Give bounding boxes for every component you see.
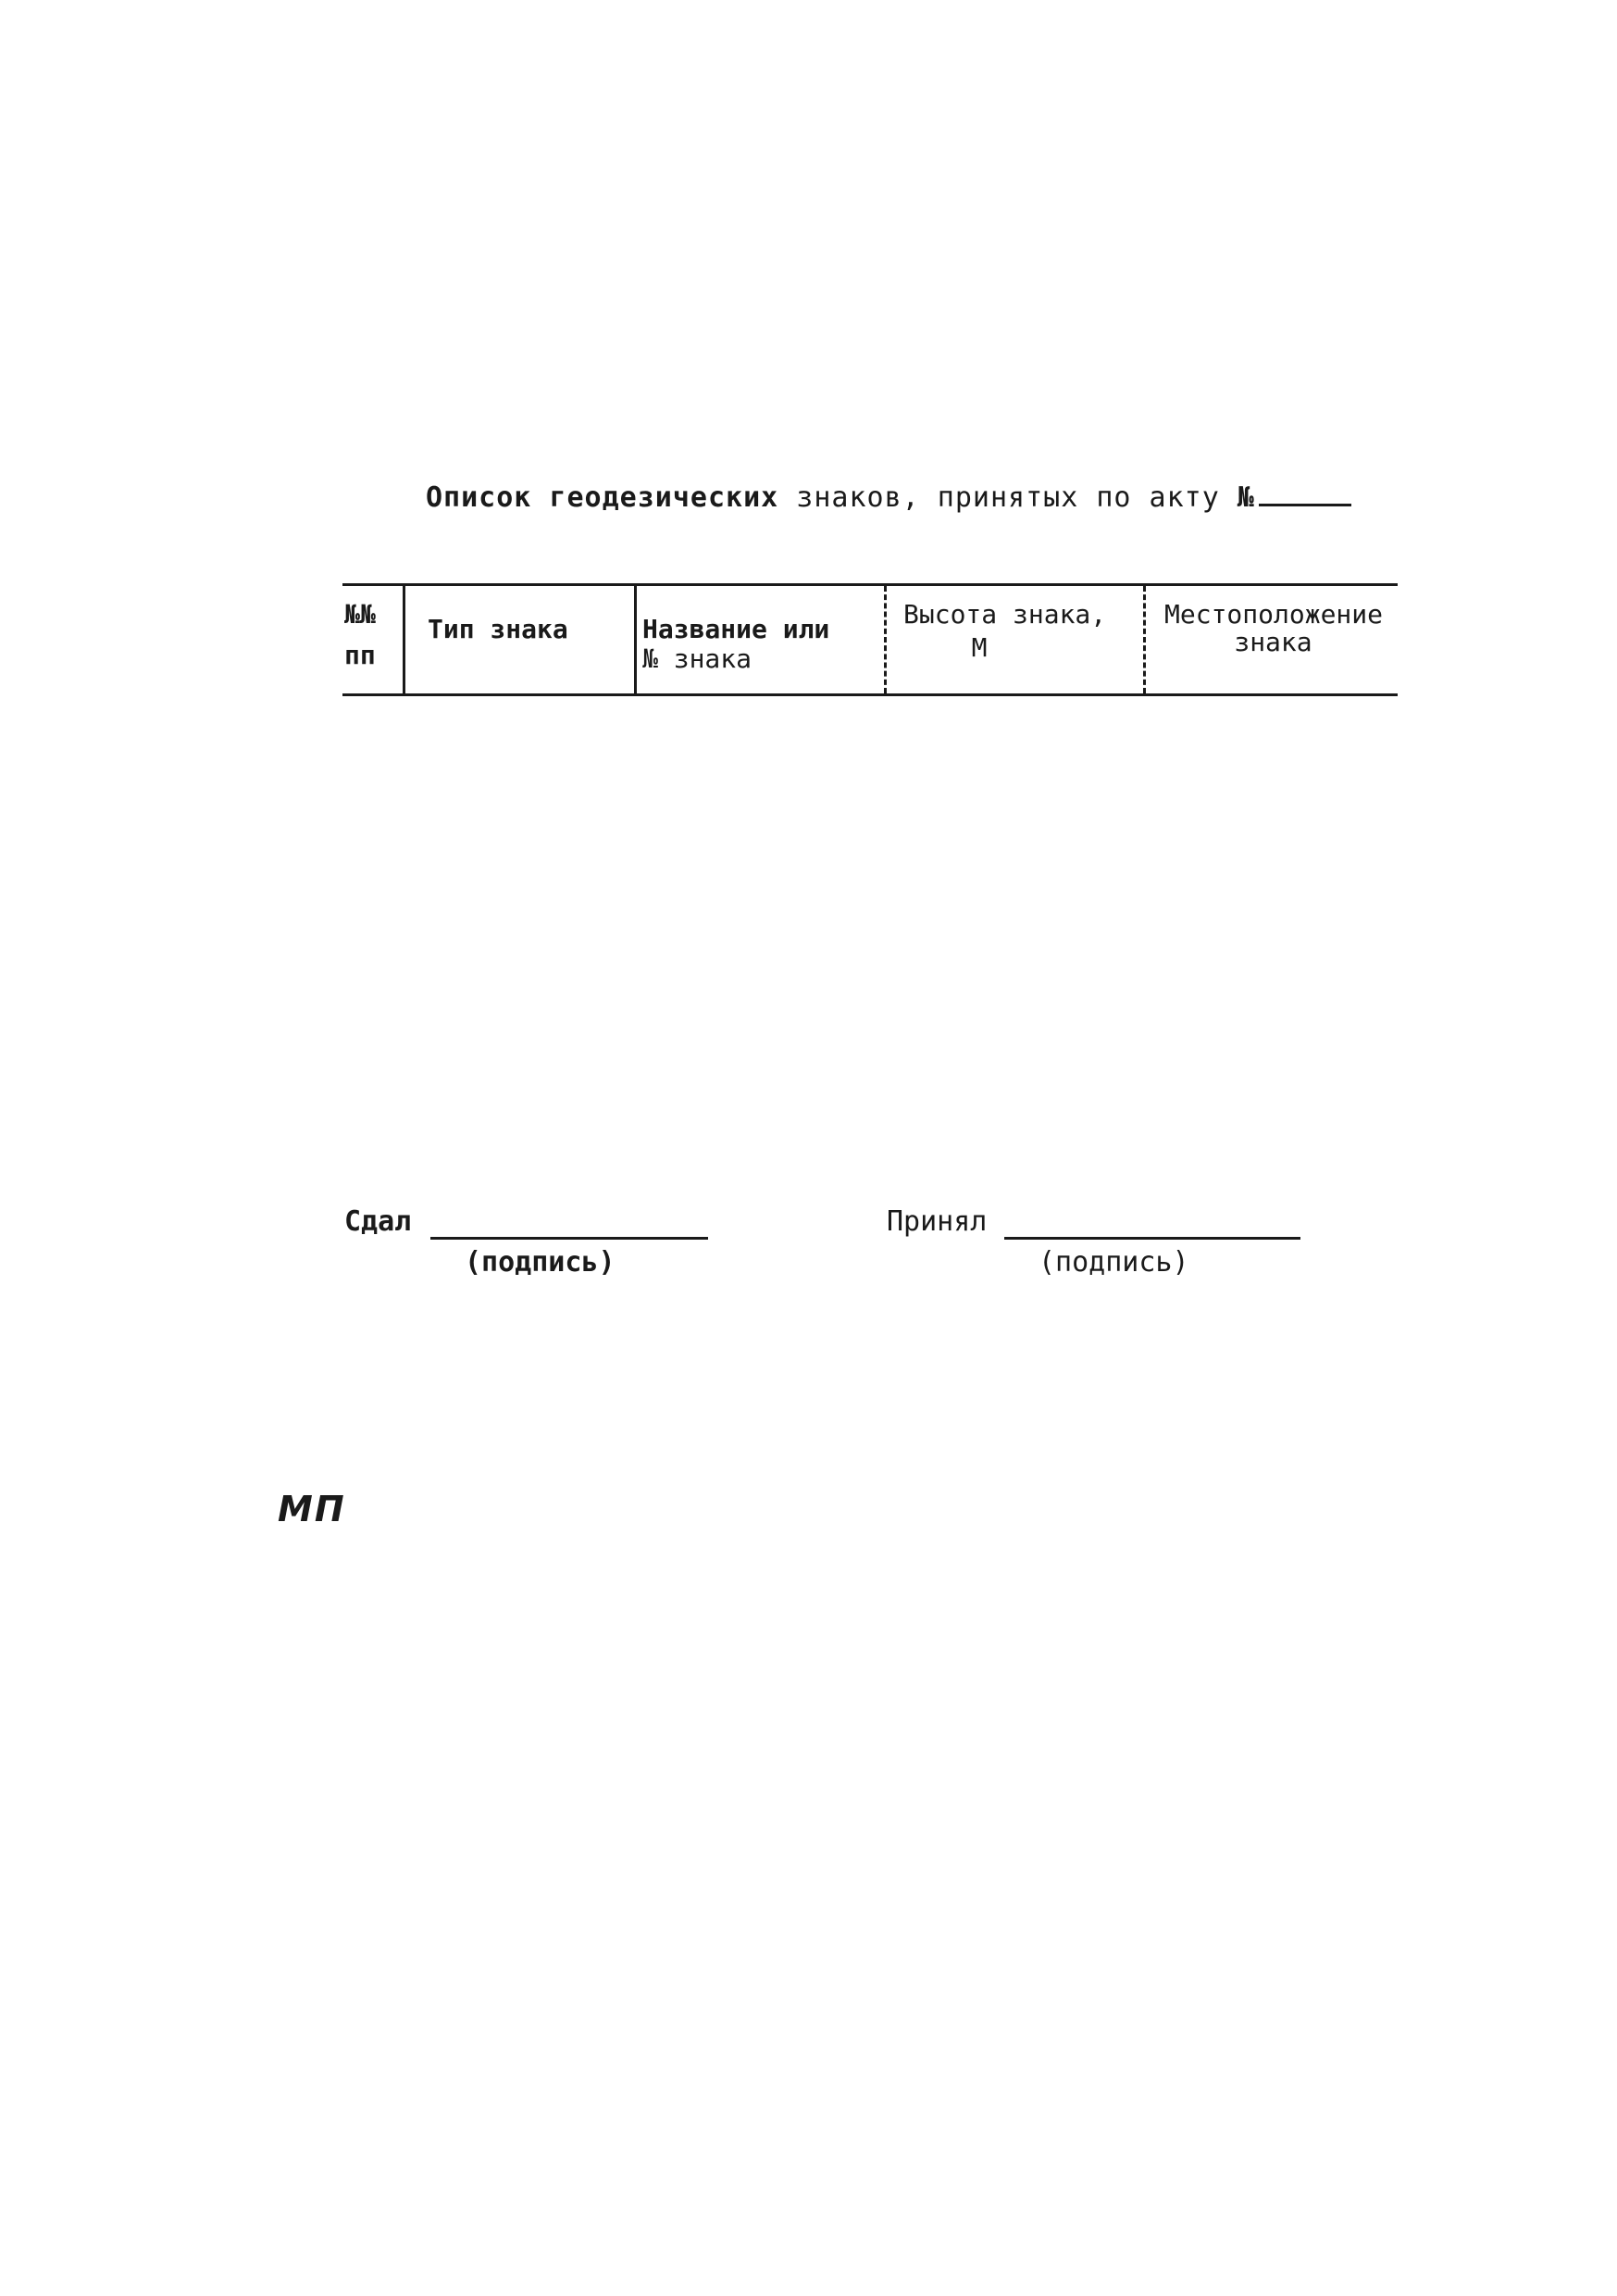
received-label: Принял bbox=[887, 1205, 988, 1238]
gave-signature-caption: (подпись) bbox=[465, 1246, 616, 1279]
received-signature-caption: (подпись) bbox=[1039, 1246, 1189, 1279]
document-title bbox=[426, 481, 1351, 514]
header-col-location-line1: Местоположение bbox=[1164, 599, 1384, 630]
header-col-name-line2: № знака bbox=[642, 643, 753, 674]
header-col-type bbox=[403, 586, 634, 693]
header-col-location bbox=[1143, 586, 1398, 693]
header-col-name-line1: Название или bbox=[642, 614, 830, 644]
title-number-sign: № bbox=[1237, 481, 1255, 514]
header-col-height-line2: М bbox=[971, 632, 988, 663]
header-col-number-line1: №№ bbox=[344, 599, 376, 630]
header-col-type-label: Тип знака bbox=[428, 614, 568, 644]
header-col-name bbox=[634, 586, 884, 693]
title-part-1: Описок геодезических bbox=[426, 481, 779, 514]
received-signature-line[interactable] bbox=[1004, 1237, 1300, 1240]
signs-table-header bbox=[342, 583, 1398, 696]
act-number-blank bbox=[1259, 481, 1351, 506]
header-col-height-line1: Высота знака, bbox=[903, 599, 1107, 630]
gave-label: Сдал bbox=[344, 1205, 412, 1238]
header-col-number bbox=[342, 586, 403, 693]
header-col-location-line2: знака bbox=[1234, 627, 1312, 657]
gave-signature-line[interactable] bbox=[430, 1237, 708, 1240]
title-part-2: знаков, принятых по акту bbox=[796, 481, 1220, 514]
stamp-place-mark: МП bbox=[278, 1489, 346, 1529]
header-col-height bbox=[884, 586, 1143, 693]
header-col-number-line2: пп bbox=[344, 640, 376, 670]
